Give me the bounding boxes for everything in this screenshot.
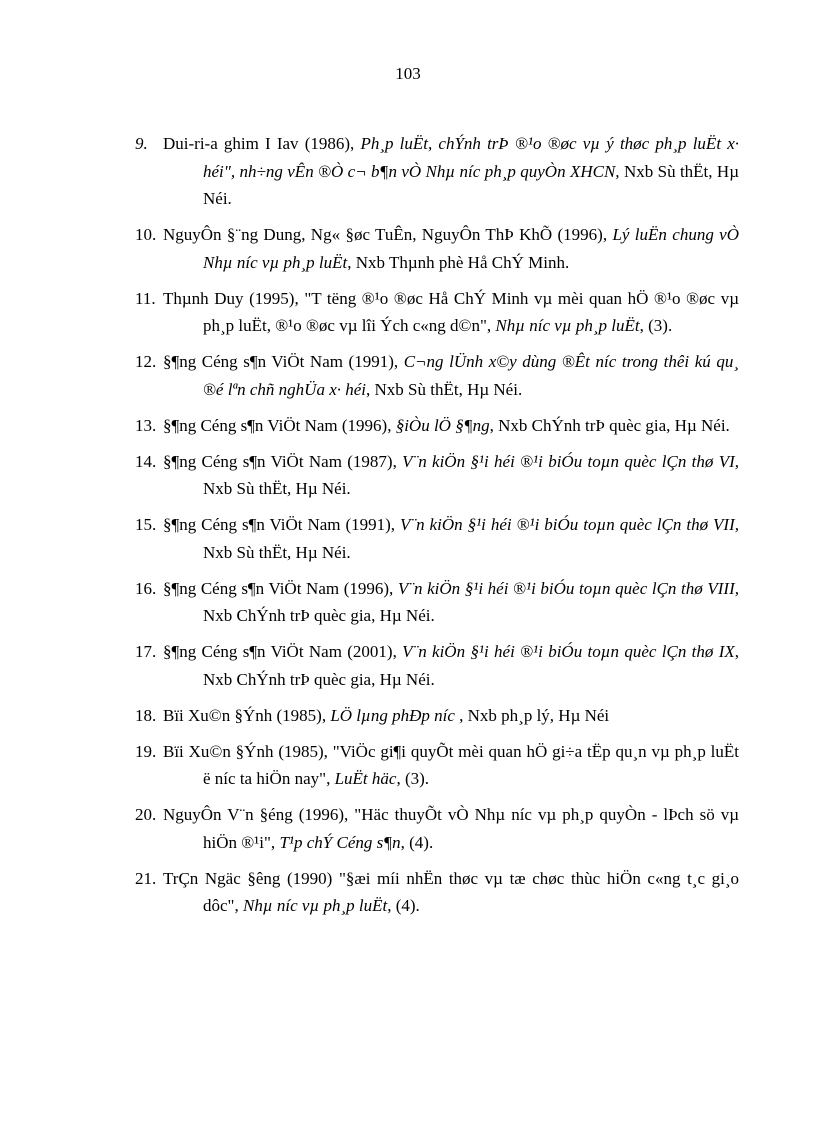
reference-item-16 (135, 575, 739, 630)
reference-title: Nhµ níc vµ ph¸p luËt (495, 316, 640, 335)
reference-item-18 (135, 702, 739, 730)
reference-authors: §¶ng Céng s¶n ViÖt Nam (1991), (163, 352, 404, 371)
reference-number: 21. (135, 868, 157, 888)
reference-title: LuËt häc (334, 769, 397, 788)
reference-publisher: , Nxb ph¸p lý, Hµ Néi (454, 705, 610, 725)
reference-number: 13. (135, 415, 157, 435)
reference-title: T¹p chÝ Céng s¶n (279, 832, 401, 852)
reference-publisher: Nxb ChÝnh trÞ quèc gia, Hµ Néi. (203, 606, 435, 625)
reference-item-17 (135, 638, 739, 693)
reference-publisher: , Nxb Thµnh phè Hå ChÝ Minh. (347, 252, 570, 272)
reference-title: V¨n kiÖn §¹i héi ®¹i biÓu toµn quèc lÇn thø IX (402, 642, 735, 661)
reference-number: 9. (135, 134, 148, 153)
reference-publisher: Nxb Sù thËt, Hµ Néi. (203, 542, 351, 562)
reference-authors: Bïi Xu©n §Ýnh (1985), (163, 705, 331, 725)
reference-title: Ph¸p luËt, chÝnh trÞ ®¹o ®øc vµ ý thøc ph¸p luËt x· héi", nh÷ng vÊn ®Ò c¬ b¶n vÒ Nhµ níc ph¸p quyÒn XHCN, (203, 134, 740, 181)
reference-publisher: , (4). (400, 832, 434, 852)
reference-title: Lý luËn chung vÒ Nhµ níc vµ ph¸p luËt (203, 225, 739, 272)
reference-item-14 (135, 448, 739, 503)
reference-title: V¨n kiÖn §¹i héi ®¹i biÓu toµn quèc lÇn thø VI, (402, 451, 740, 471)
reference-publisher: , (3). (396, 769, 430, 788)
reference-publisher: , (3). (639, 316, 673, 335)
reference-number: 20. (135, 805, 157, 824)
reference-number: 12. (135, 352, 157, 371)
reference-authors: NguyÔn V¨n §éng (1996), "Häc thuyÕt vÒ Nhµ níc vµ ph¸p quyÒn - lÞch sö vµ hiÖn ®¹i", (163, 805, 739, 852)
reference-authors: Thµnh Duy (1995), "T tëng ®¹o ®øc Hå ChÝ Minh vµ mèi quan hÖ ®¹o ®øc vµ ph¸p luËt, ®¹o ®øc vµ lîi Ých c«ng d©n", (163, 288, 739, 335)
reference-authors: NguyÔn §¨ng Dung, Ng« §øc TuÊn, NguyÔn ThÞ KhÕ (1996), (163, 225, 613, 244)
reference-title: C¬ng lÜnh x©y dùng ®Êt níc trong thêi kú qu¸ ®é lªn chñ nghÜa x· héi (203, 352, 740, 399)
reference-item-11 (135, 285, 739, 340)
reference-item-10 (135, 221, 739, 276)
reference-number: 10. (135, 225, 157, 244)
reference-authors: Bïi Xu©n §Ýnh (1985), "ViÖc gi¶i quyÕt mèi quan hÖ gi÷a tËp qu¸n vµ ph¸p luËt ë níc ta hiÖn nay", (163, 741, 739, 788)
reference-list (135, 130, 739, 928)
reference-title: LÖ lµng phÐp níc (330, 705, 455, 725)
reference-authors: Dui-ri-a ghim I Iav (1986), (163, 134, 361, 153)
reference-publisher: Nxb Sù thËt, Hµ Néi. (203, 479, 351, 498)
reference-publisher: , Nxb Sù thËt, Hµ Néi. (366, 379, 523, 399)
reference-number: 11. (135, 288, 156, 308)
reference-title: §iÒu lÖ §¶ng (395, 415, 490, 435)
reference-item-15 (135, 511, 739, 566)
reference-title: Nhµ níc vµ ph¸p luËt (243, 896, 388, 915)
reference-item-12 (135, 348, 739, 403)
reference-item-9 (135, 130, 739, 213)
reference-publisher: , Nxb ChÝnh trÞ quèc gia, Hµ Néi. (489, 415, 730, 435)
reference-authors: §¶ng Céng s¶n ViÖt Nam (1996), (163, 578, 398, 598)
reference-number: 18. (135, 705, 157, 725)
page-number: 103 (395, 64, 421, 83)
reference-authors: §¶ng Céng s¶n ViÖt Nam (2001), (163, 642, 403, 661)
reference-title: V¨n kiÖn §¹i héi ®¹i biÓu toµn quèc lÇn thø VII, (400, 515, 740, 534)
reference-authors: §¶ng Céng s¶n ViÖt Nam (1987), (163, 451, 403, 471)
reference-number: 16. (135, 578, 157, 598)
reference-authors: TrÇn Ngäc §êng (1990) "§æi míi nhËn thøc vµ tæ chøc thùc hiÖn c«ng t¸c gi¸o dôc", (163, 868, 739, 915)
reference-title: V¨n kiÖn §¹i héi ®¹i biÓu toµn quèc lÇn thø VIII, (397, 578, 739, 598)
reference-number: 15. (135, 515, 157, 534)
reference-number: 14. (135, 451, 157, 471)
reference-item-13 (135, 412, 739, 440)
reference-publisher: Nxb Sù thËt, Hµ Néi. (203, 161, 739, 208)
reference-item-21 (135, 865, 739, 920)
reference-authors: §¶ng Céng s¶n ViÖt Nam (1991), (163, 515, 401, 534)
reference-number: 17. (135, 642, 157, 661)
reference-publisher: , Nxb ChÝnh trÞ quèc gia, Hµ Néi. (203, 642, 740, 689)
reference-number: 19. (135, 741, 157, 761)
reference-publisher: , (4). (387, 896, 420, 915)
reference-item-19 (135, 738, 739, 793)
reference-item-20 (135, 801, 739, 856)
reference-authors: §¶ng Céng s¶n ViÖt Nam (1996), (163, 415, 396, 435)
